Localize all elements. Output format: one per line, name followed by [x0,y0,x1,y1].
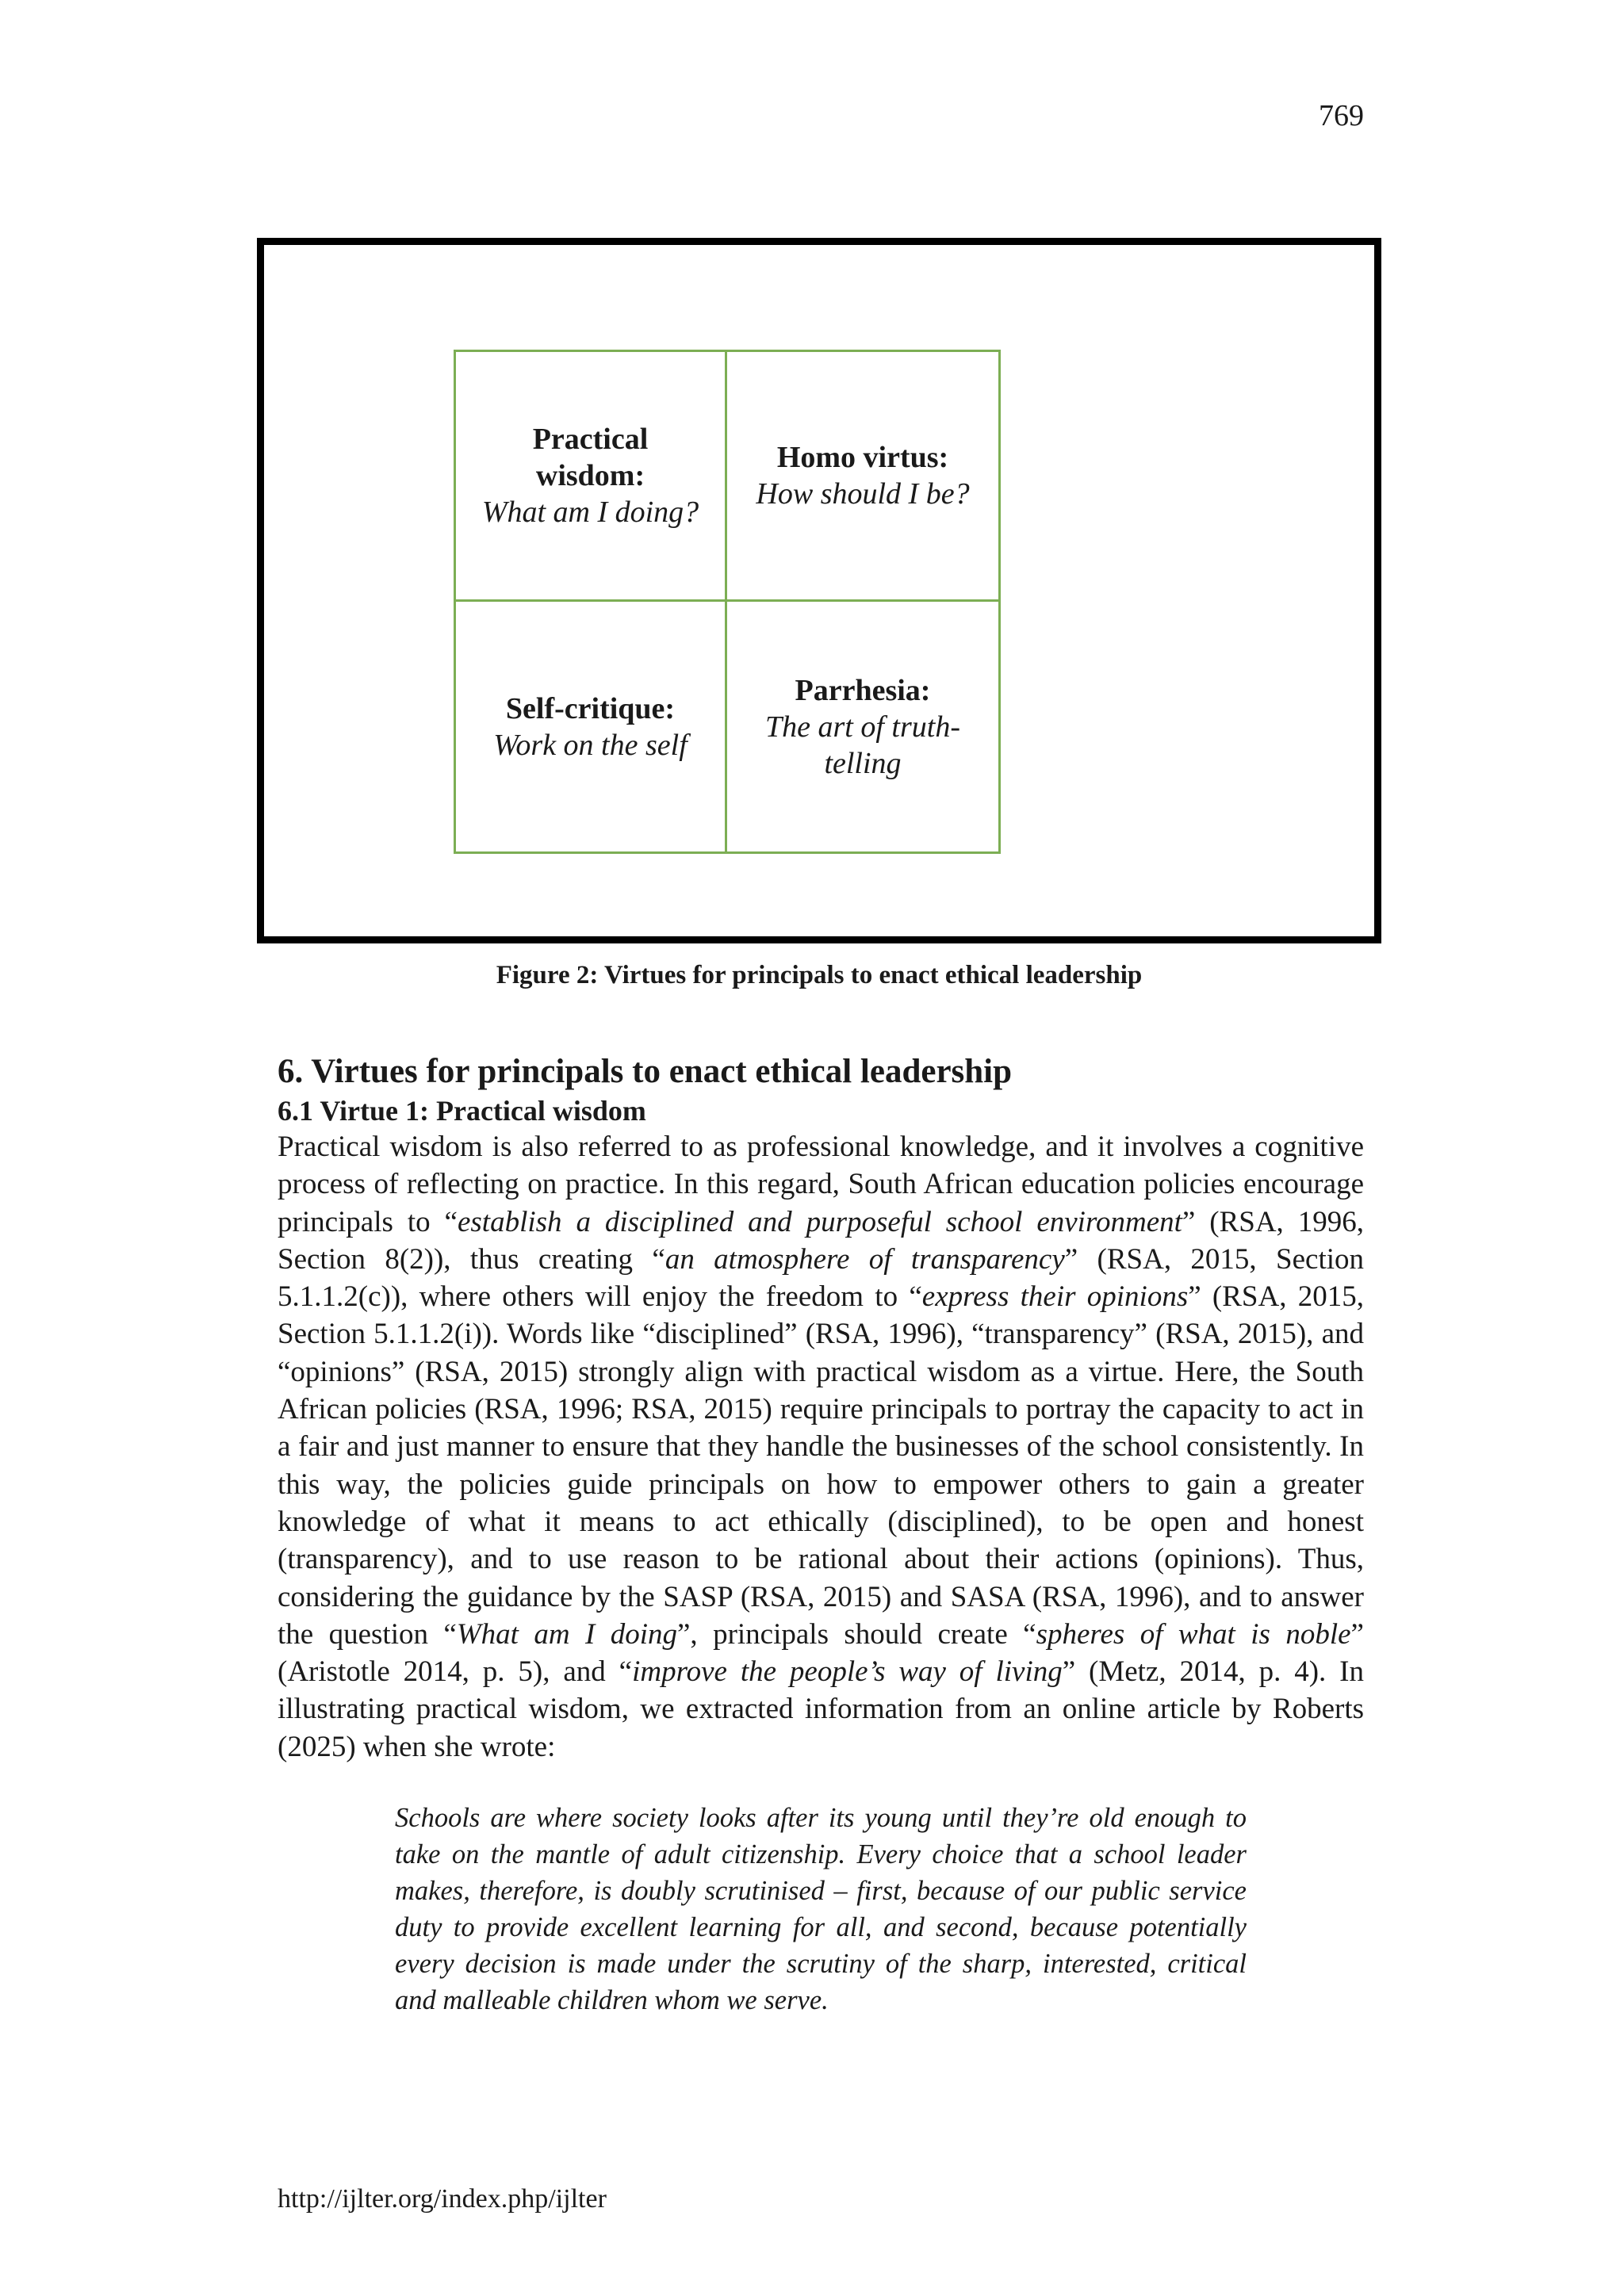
paragraph-run: ” (Metz, 2014, p. 4). In illustrating practical wisdom, we extracted information from an online article by Roberts (2025) when she wrote: [278,1655,1364,1763]
paragraph-run: ” (Aristotle 2014, p. 5), and “ [278,1617,1364,1689]
quadrant-self-critique [456,602,727,851]
paragraph-run-italic: express their opinions [921,1280,1189,1314]
paragraph-run: ” (RSA, 2015, Section 5.1.1.2(c)), where others will enjoy the freedom to “ [278,1242,1365,1314]
quadrant-subtitle: Work on the self [493,728,688,762]
quadrant-title: Homo virtus: [776,441,949,474]
paragraph-run-italic: an atmosphere of transparency [665,1242,1065,1276]
paragraph-run: ” (RSA, 1996, Section 8(2)), thus creating “ [278,1205,1364,1276]
quadrant-practical-wisdom [456,352,727,602]
body-paragraph [278,1128,1364,1766]
block-quote: Schools are where society looks after its young until they’re old enough to take on the mantle of adult citizenship. Every choice that a school leader makes, therefore, is doubly scrutinised – first, because of our public service duty to provide excellent learning for all, and second, because potentially every decision is made under the scrutiny of the sharp, interested, critical and malleable children whom we serve. [395,1803,1247,2015]
quadrant-title: Practical wisdom: [532,423,649,492]
figure-caption: Figure 2: Virtues for principals to enact ethical leadership [496,961,1143,989]
virtues-quadrant-diagram [454,350,1001,854]
subsection-heading: 6.1 Virtue 1: Practical wisdom [278,1095,646,1127]
quadrant-title: Self-critique: [505,691,676,725]
section-heading: 6. Virtues for principals to enact ethical leadership [278,1053,1013,1090]
paragraph-run-italic: spheres of what is noble [1036,1617,1351,1651]
quadrant-subtitle: The art of truth-telling [765,710,960,780]
quadrant-homo-virtus [727,352,998,602]
paragraph-run-italic: improve the people’s way of living [632,1655,1063,1689]
quadrant-subtitle: What am I doing? [481,496,699,529]
paragraph-run-italic: What am I doing [456,1617,677,1651]
quadrant-parrhesia [727,602,998,851]
paragraph-run: ”, principals should create “ [676,1617,1036,1651]
page-number: 769 [1319,99,1364,132]
paragraph-run: ” (RSA, 2015, Section 5.1.1.2(i)). Words like “disciplined” (RSA, 1996), “transparency” (RSA, 2015), and “opinions” (RSA, 2015) strongly align with practical wisdom as a virtue. Here, the South African policies (RSA, 1996; RSA, 2015) require principals to portray the capacity to act in a fair and just manner to ensure that they handle the businesses of the school consistently. In this way, the policies guide principals on how to empower others to gain a greater knowledge of what it means to act ethically (disciplined), to be open and honest (transparency), and to use reason to be rational about their actions (opinions). Thus, considering the guidance by the SASP (RSA, 2015) and SASA (RSA, 1996), and to answer the question “ [278,1280,1364,1651]
paragraph-run-italic: establish a disciplined and purposeful school environment [457,1205,1182,1238]
quadrant-title: Parrhesia: [795,673,931,707]
quadrant-subtitle: How should I be? [756,477,970,511]
footer-url[interactable]: http://ijlter.org/index.php/ijlter [278,2184,607,2214]
paragraph-run: Practical wisdom is also referred to as professional knowledge, and it involves a cognitive process of reflecting on practice. In this regard, South African education policies encourage principals to “ [278,1131,1364,1238]
